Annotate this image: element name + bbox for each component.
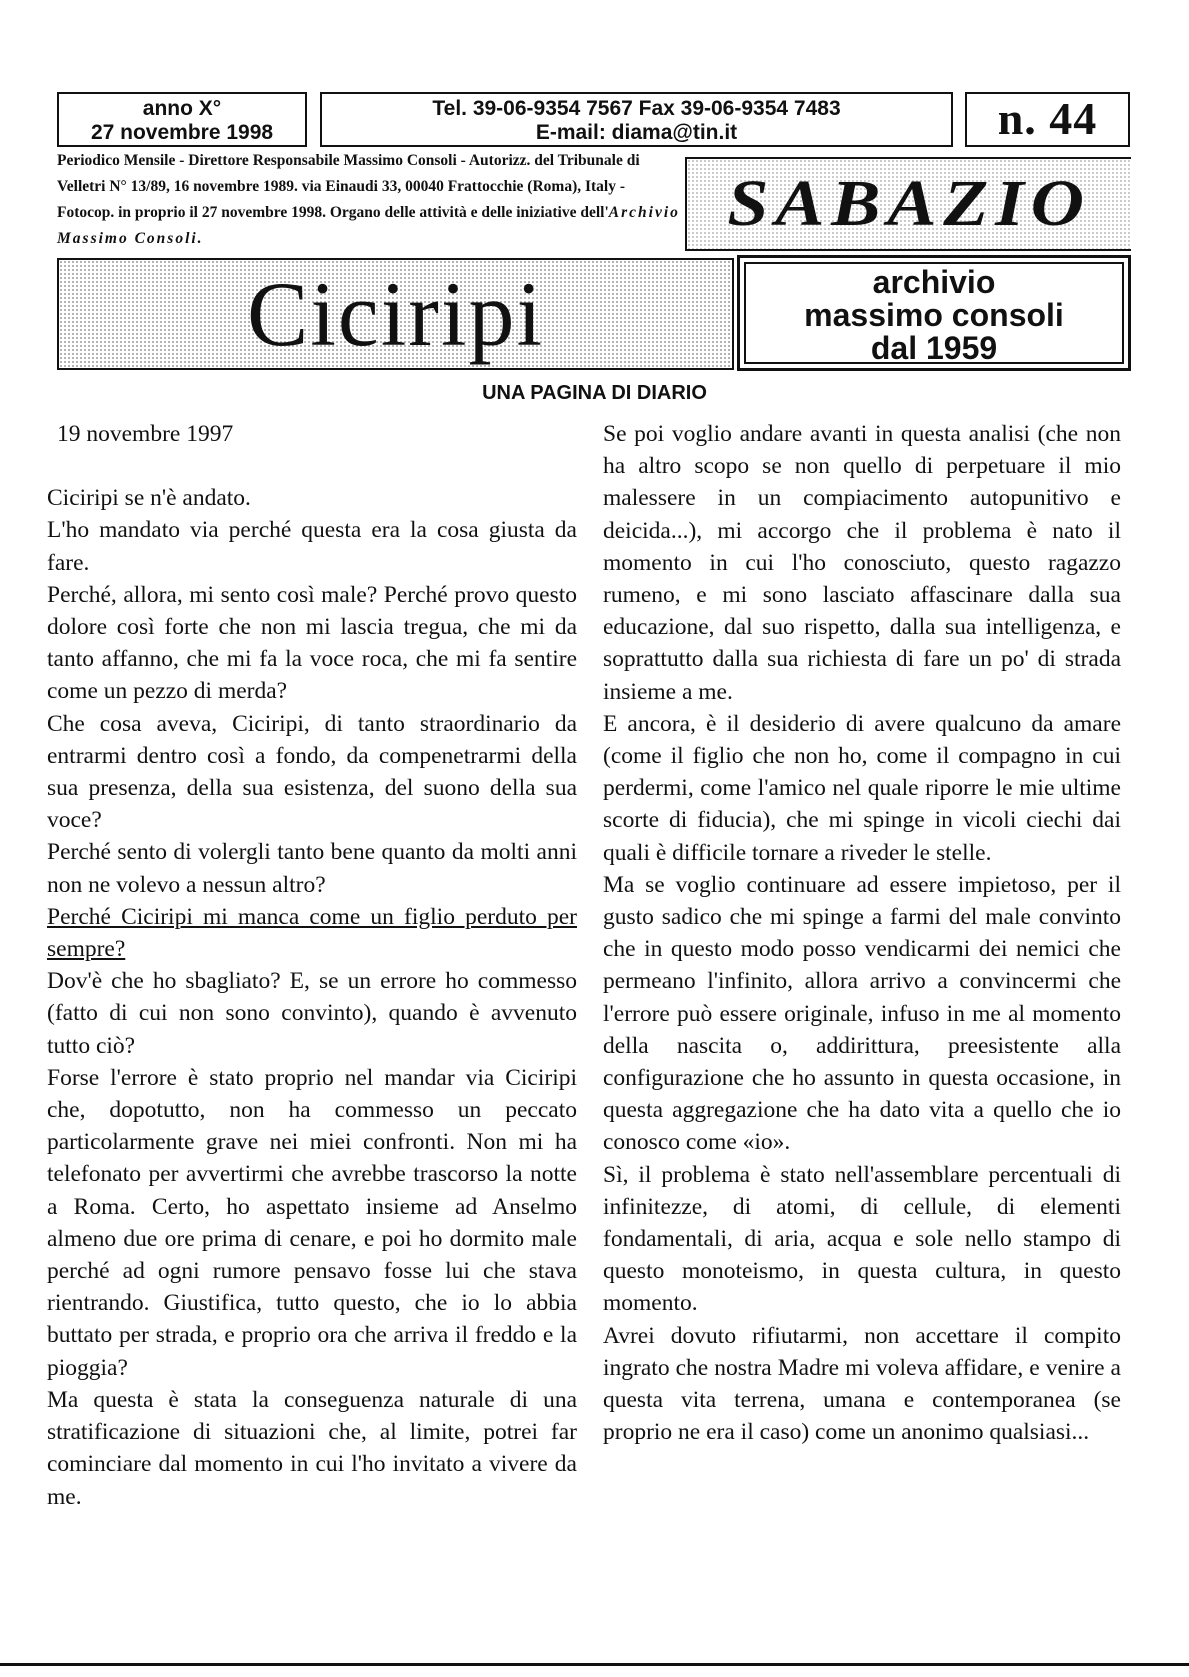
archive-box — [737, 255, 1131, 371]
paragraph: L'ho mandato via perché questa era la cosa giusta da fare. — [47, 517, 577, 576]
publication-notes-archive: Archivio Massimo Consoli. — [57, 204, 680, 247]
archive-line-1: archivio — [872, 264, 996, 300]
date-box — [57, 92, 307, 147]
publication-notes — [57, 148, 682, 252]
diary-date: 19 novembre 1997 — [57, 421, 234, 447]
underlined-paragraph: Perché Ciciripi mi manca come un figlio perduto per sempre? — [47, 903, 577, 963]
banner-title: Ciciripi — [246, 263, 545, 365]
left-column — [47, 418, 577, 1513]
phone-fax: Tel. 39-06-9354 7567 Fax 39-06-9354 7483 — [432, 97, 841, 120]
paragraph: Perché sento di volergli tanto bene quanto da molti anni non ne volevo a nessun altro? — [47, 839, 577, 898]
paragraph: Dov'è che ho sbagliato? E, se un errore ho commesso (fatto di cui non sono convinto), quando è avvenuto tutto ciò? — [47, 968, 577, 1059]
bottom-rule — [0, 1663, 1189, 1666]
paragraph: E ancora, è il desiderio di avere qualcuno da amare (come il figlio che non ho, come il compagno in cui perdermi, come l'amico nel quale riporre le mie ultime scorte di fiducia), che mi spinge in vicoli ciechi dai quali è difficile tornare a riveder le stelle. — [603, 710, 1121, 866]
issue-date: 27 novembre 1998 — [90, 121, 274, 144]
title-banner — [57, 258, 734, 370]
paragraph: Perché, allora, mi sento così male? Perché provo questo dolore così forte che non mi lascia tregua, che mi da tanto affanno, che mi fa la voce roca, che mi fa sentire come un pezzo di merda? — [47, 581, 577, 705]
paragraph: Ma questa è stata la conseguenza naturale di una stratificazione di situazioni che, al limite, potrei far cominciare dal momento in cui l'ho invitato a vivere da me. — [47, 1386, 577, 1510]
archive-line-2: massimo consoli — [804, 297, 1064, 333]
paragraph: Avrei dovuto rifiutarmi, non accettare il compito ingrato che nostra Madre mi voleva affidare, e venire a questa vita terrena, umana e contemporanea (se proprio ne era il caso) come un anonimo qualsiasi... — [603, 1322, 1121, 1446]
right-column — [603, 418, 1121, 1449]
paragraph: Che cosa aveva, Ciciripi, di tanto straordinario da entrarmi dentro così a fondo, da compenetrarmi della sua presenza, della sua esistenza, del suono della sua voce? — [47, 710, 577, 834]
paragraph: Ma se voglio continuare ad essere impietoso, per il gusto sadico che mi spinge a farmi del male convinto che in questo modo posso vendicarmi dei nemici che permeano l'infinito, allora arrivo a convincermi che l'errore può essere originale, infuso in me al momento della nascita o, addirittura, preesistente alla configurazione che ho assunto in questa occasione, in questa aggregazione che ha dato vita a quello che io conosco come «io». — [603, 871, 1121, 1156]
paragraph: Ciciripi se n'è andato. — [47, 485, 251, 512]
year-label: anno X° — [142, 97, 222, 120]
sabazio-logo-box — [685, 157, 1131, 251]
section-heading: UNA PAGINA DI DIARIO — [482, 382, 707, 404]
publication-notes-text: Periodico Mensile - Direttore Responsabile Massimo Consoli - Autorizz. del Tribunale di Velletri N° 13/89, 16 novembre 1989. via Einaudi 33, 00040 Frattocchie (Roma), Italy - Fotocop. in proprio il 27 novembre 1998. Organo delle attività e delle iniziative dell' — [57, 152, 640, 221]
email: E-mail: diama@tin.it — [535, 121, 738, 144]
sabazio-logo: SABAZIO — [727, 167, 1091, 240]
archive-box-inner — [744, 262, 1124, 364]
issue-number: n. 44 — [997, 93, 1098, 144]
issue-box — [965, 92, 1130, 147]
paragraph: Sì, il problema è stato nell'assemblare percentuali di infinitezze, di atomi, di cellule, di elementi fondamentali, di aria, acqua e sole nello stampo di questo monoteismo, in questa cultura, in questo momento. — [603, 1161, 1121, 1317]
paragraph: Forse l'errore è stato proprio nel mandar via Ciciripi che, dopotutto, non ha commesso un peccato particolarmente grave nei miei confronti. Non mi ha telefonato per avvertirmi che avrebbe trascorso la notte a Roma. Certo, ho aspettato insieme ad Anselmo almeno due ore prima di cenare, e poi ho dormito male perché ad ogni rumore pensavo fosse lui che stava rientrando. Giustifica, tutto questo, che io lo abbia buttato per strada, e proprio ora che arriva il freddo e la pioggia? — [47, 1064, 577, 1381]
paragraph: Se poi voglio andare avanti in questa analisi (che non ha altro scopo se non quello di perpetuare il mio malessere in un compiacimento autopunitivo e deicida...), mi accorgo che il problema è nato il momento in cui l'ho conosciuto, questo ragazzo rumeno, e mi sono lasciato affascinare dalla sua educazione, dal suo rispetto, dalla sua intelligenza, e soprattutto dalla sua richiesta di fare un po' di strada insieme a me. — [603, 421, 1121, 705]
archive-line-3: dal 1959 — [870, 330, 998, 366]
contact-box — [320, 92, 953, 147]
